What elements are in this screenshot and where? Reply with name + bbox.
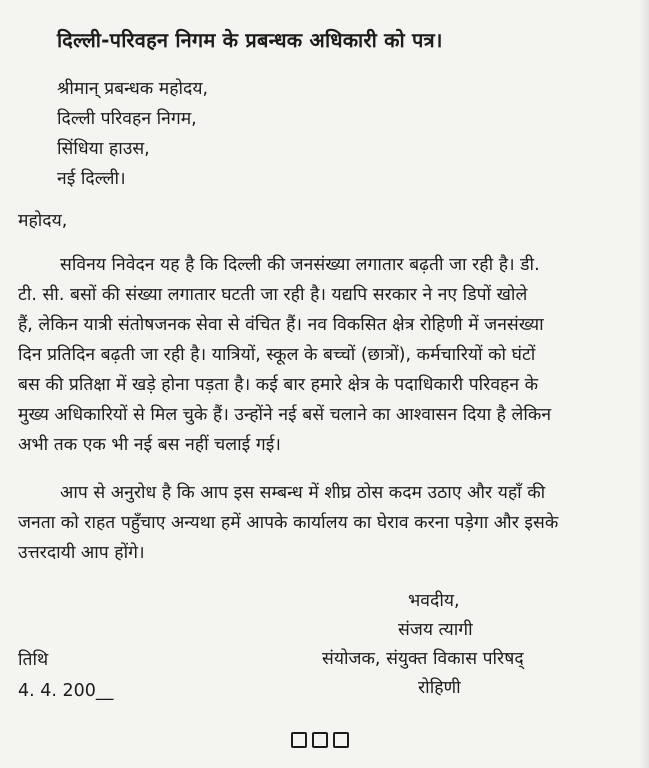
salutation: महोदय, (18, 211, 68, 231)
paragraph-line: दिन प्रतिदिन बढ़ती जा रही है। यात्रियों, स्कूल के बच्चों (छात्रों), कर्मचारियों को घंटों (18, 345, 536, 365)
paragraph-line: जनता को राहत पहुँचाए अन्यथा हमें आपके कार्यालय का घेराव करना पड़ेगा और इसके (18, 513, 559, 533)
signature-block (322, 587, 582, 703)
address-line: श्रीमान् प्रबन्धक महोदय, (57, 79, 209, 99)
address-line: दिल्ली परिवहन निगम, (57, 109, 197, 129)
sender-place: रोहिणी (418, 678, 461, 698)
address-line: नई दिल्ली। (57, 169, 126, 189)
square-icon (312, 732, 328, 748)
paragraph-line: मुख्य अधिकारियों से मिल चुके हैं। उन्होंने नई बसें चलाने का आश्वासन दिया है लेकिन (18, 405, 552, 425)
body-paragraph-1 (18, 250, 636, 460)
square-icon (333, 732, 349, 748)
date-value: 4. 4. 200__ (18, 681, 114, 701)
date-block (18, 645, 113, 707)
address-line: सिंधिया हाउस, (57, 139, 150, 159)
sender-designation: संयोजक, संयुक्त विकास परिषद् (322, 649, 524, 669)
paragraph-line: हैं, लेकिन यात्री संतोषजनक सेवा से वंचित हैं। नव विकसित क्षेत्र रोहिणी में जनसंख्या (18, 315, 544, 335)
scan-edge-shadow (639, 0, 649, 768)
sender-name: संजय त्यागी (398, 620, 473, 640)
paragraph-line: सविनय निवेदन यह है कि दिल्ली की जनसंख्या लगातार बढ़ती जा रही है। डी. (60, 255, 540, 275)
closing: भवदीय, (408, 591, 460, 611)
paragraph-line: टी. सी. बसों की संख्या लगातार घटती जा रही है। यद्यपि सरकार ने नए डिपों खोले (18, 285, 528, 305)
paragraph-line: बस की प्रतिक्षा में खड़े होना पड़ता है। कई बार हमारे क्षेत्र के पदाधिकारी परिवहन के (18, 375, 539, 395)
date-label: तिथि (18, 650, 49, 670)
paragraph-line: आप से अनुरोध है कि आप इस सम्बन्ध में शीघ्र ठोस कदम उठाए और यहाँ की (60, 483, 546, 503)
square-icon (291, 732, 307, 748)
paragraph-line: अभी तक एक भी नई बस नहीं चलाई गई। (18, 435, 281, 455)
paragraph-line: उत्तरदायी आप होंगे। (18, 543, 145, 563)
body-paragraph-2 (18, 478, 636, 568)
end-ornament (291, 732, 349, 748)
letter-heading: दिल्ली-परिवहन निगम के प्रबन्धक अधिकारी को पत्र। (57, 28, 443, 52)
recipient-address (57, 74, 208, 194)
